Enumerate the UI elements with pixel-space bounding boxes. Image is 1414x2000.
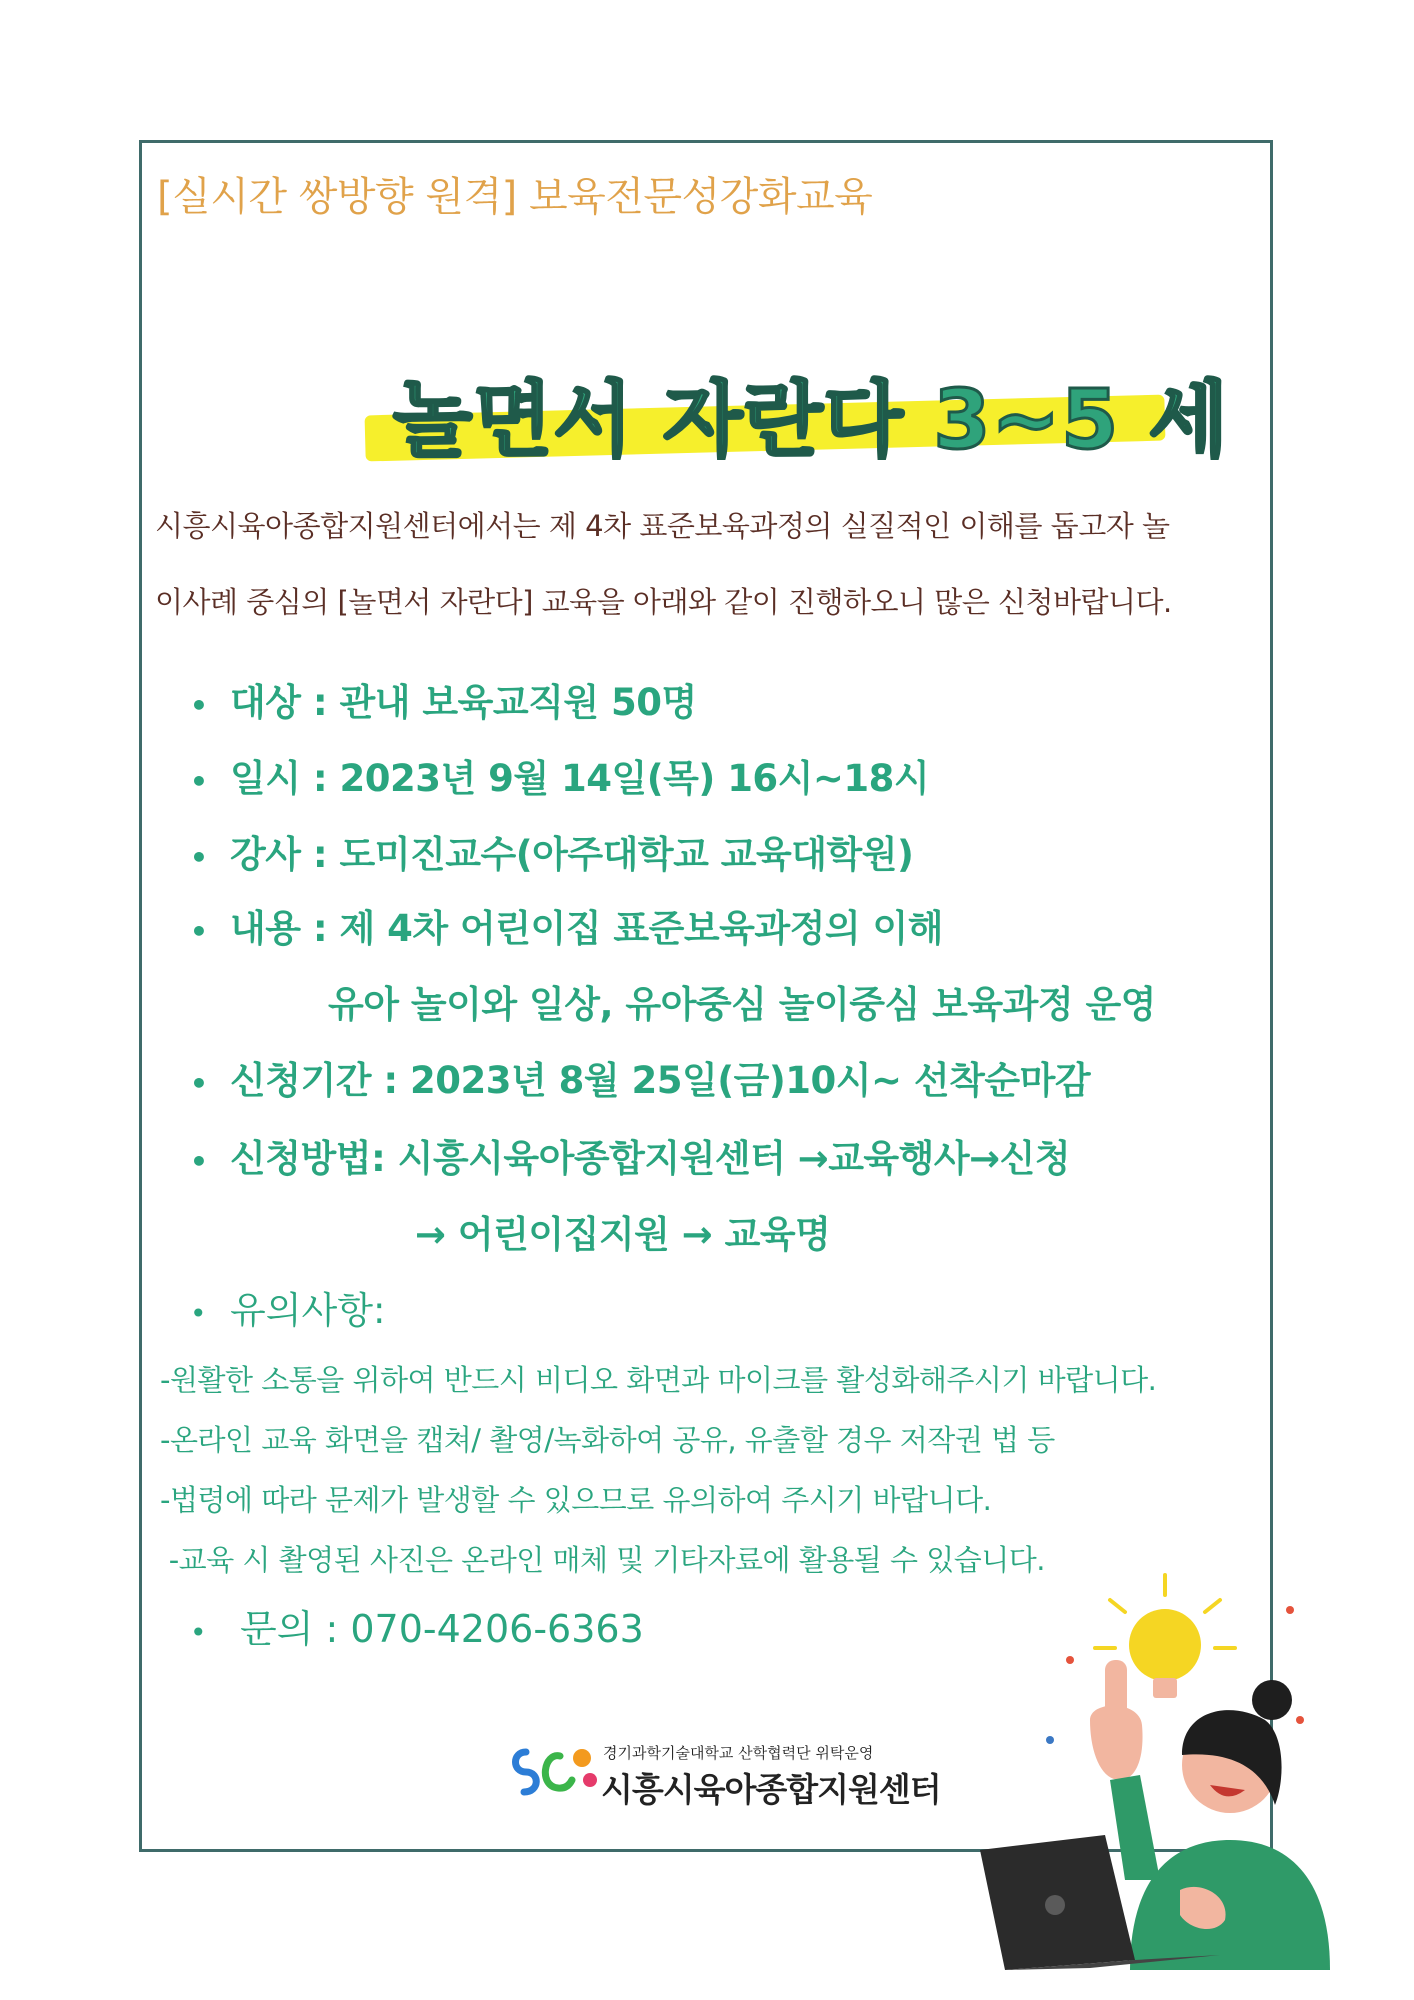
detail-text: 강사 : 도미진교수(아주대학교 교육대학원) <box>230 833 914 876</box>
bullet-icon: • <box>190 765 208 798</box>
woman-laptop-illustration <box>960 1550 1340 1970</box>
bullet-icon: • <box>190 1067 208 1100</box>
detail-notes-label <box>190 1280 385 1334</box>
poster-title: 놀면서 자란다 3~5 세 <box>393 373 1229 468</box>
detail-method <box>190 1128 1070 1182</box>
bullet-icon: • <box>190 915 208 948</box>
center-logo-icon <box>508 1742 598 1802</box>
detail-text: 유의사항: <box>230 1289 386 1332</box>
bullet-icon: • <box>190 841 208 874</box>
intro-line: 이사례 중심의 [놀면서 자란다] 교육을 아래와 같이 진행하오니 많은 신청바랍니다. <box>155 585 1172 619</box>
detail-target <box>190 672 697 726</box>
detail-text: 대상 : 관내 보육교직원 50명 <box>230 681 697 724</box>
detail-text: 신청방법: 시흥시육아종합지원센터 →교육행사→신청 <box>230 1137 1071 1180</box>
detail-text: 일시 : 2023년 9월 14일(목) 16시~18시 <box>230 757 930 800</box>
logo-subtitle: 경기과학기술대학교 산학협력단 위탁운영 <box>603 1744 874 1762</box>
intro-line: 시흥시육아종합지원센터에서는 제 4차 표준보육과정의 실질적인 이해를 돕고자 놀 <box>155 509 1170 543</box>
detail-text: 신청기간 : 2023년 8월 25일(금)10시~ 선착순마감 <box>230 1059 1091 1102</box>
detail-content <box>190 898 943 952</box>
poster-supertitle: [실시간 쌍방향 원격] 보육전문성강화교육 <box>157 174 873 220</box>
note-line: -교육 시 촬영된 사진은 온라인 매체 및 기타자료에 활용될 수 있습니다. <box>160 1543 1045 1577</box>
note-line: -원활한 소통을 위하여 반드시 비디오 화면과 마이크를 활성화해주시기 바랍니다. <box>160 1363 1157 1397</box>
detail-lecturer <box>190 824 913 878</box>
contact-text: 문의 : 070-4206-6363 <box>240 1607 644 1651</box>
detail-method-continued: → 어린이집지원 → 교육명 <box>415 1213 831 1256</box>
bullet-icon: • <box>190 1616 207 1649</box>
logo-name: 시흥시육아종합지원센터 <box>601 1770 941 1809</box>
intro-paragraph <box>155 488 1275 640</box>
detail-content-continued: 유아 놀이와 일상, 유아중심 놀이중심 보육과정 운영 <box>328 983 1156 1026</box>
detail-period <box>190 1050 1090 1104</box>
detail-datetime <box>190 748 929 802</box>
bullet-icon: • <box>190 1297 207 1330</box>
center-logo <box>508 1738 941 1809</box>
detail-text: 내용 : 제 4차 어린이집 표준보육과정의 이해 <box>230 907 943 950</box>
bullet-icon: • <box>190 689 208 722</box>
note-line: -법령에 따라 문제가 발생할 수 있으므로 유의하여 주시기 바랍니다. <box>160 1483 992 1517</box>
bullet-icon: • <box>190 1145 208 1178</box>
note-line: -온라인 교육 화면을 캡쳐/ 촬영/녹화하여 공유, 유출할 경우 저작권 법 등 <box>160 1423 1055 1457</box>
contact-info <box>190 1598 644 1653</box>
